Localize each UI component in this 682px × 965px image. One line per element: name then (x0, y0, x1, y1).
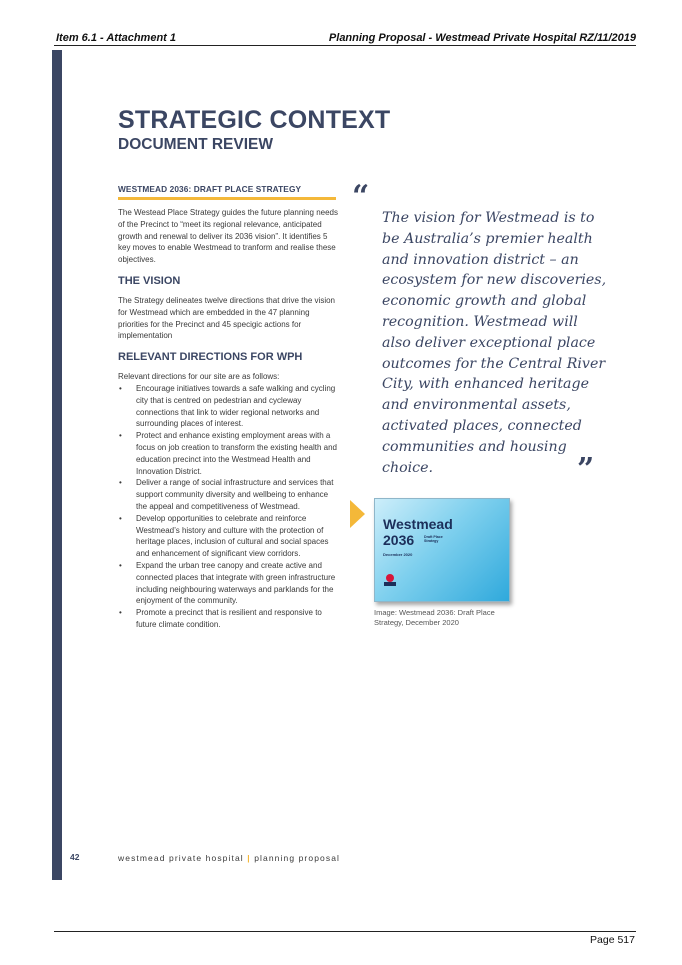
section-underline (118, 197, 336, 200)
left-column (118, 184, 340, 631)
nsw-logo-icon (383, 573, 397, 587)
vision-paragraph: The Strategy delineates twelve directions that drive the vision for Westmead which are embedded in the 47 planning priorities for the Precinct and 45 specigic actions for implementation (118, 295, 336, 341)
footer-divider (54, 931, 636, 932)
list-item: • Protect and enhance existing employment areas with a focus on job creation to transform the existing health and education precinct into the Westmead Health and Innovation District. (118, 430, 340, 477)
cover-title-line2: 2036 (383, 532, 415, 548)
footer-separator: | (247, 853, 251, 863)
section-title: WESTMEAD 2036: DRAFT PLACE STRATEGY (118, 184, 302, 194)
cover-date: December 2020 (383, 552, 413, 557)
cover-subtitle: Draft Place Strategy (424, 535, 443, 544)
list-item: • Promote a precinct that is resilient and responsive to future climate condition. (118, 607, 340, 631)
strategy-cover-image (374, 498, 510, 602)
vision-quote: The vision for Westmead is to be Australia’s premier health and innovation district – an ecosystem for new discoveries, economic growth and global recognition. Westmead will also deliver exceptional place outcomes for the Central River City, with enhanced heritage and environmental assets, activated places, connected communities and housing choice. (382, 210, 607, 476)
image-caption: Image: Westmead 2036: Draft Place Strategy, December 2020 (374, 608, 495, 627)
directions-intro: Relevant directions for our site are as follows: (118, 372, 280, 382)
vision-heading: THE VISION (118, 274, 181, 287)
footer-brand-right: planning proposal (254, 853, 341, 863)
page-label: Page 517 (590, 934, 635, 946)
sidebar-accent-bar (52, 50, 62, 880)
cover-title-line1: Westmead (383, 516, 453, 532)
list-item: • Expand the urban tree canopy and create active and connected places that integrate with green infrastructure including neighbouring waterways and parklands for the enjoyment of the community. (118, 560, 340, 607)
list-item: • Develop opportunities to celebrate and reinforce Westmead’s history and culture with the protection of heritage places, inclusion of cultural and social spaces and enhancement of significant view corridors. (118, 513, 340, 560)
page-number: 42 (70, 852, 80, 862)
directions-list (118, 383, 340, 631)
intro-paragraph: The Westead Place Strategy guides the future planning needs of the Precinct to “meet its regional relevance, anticipated growth and renewal to deliver its 2036 vision”. It identifies 5 key moves to enable Westmead to tranform and realise these objectives. (118, 208, 338, 265)
list-item: • Deliver a range of social infrastructure and services that support community diversity and wellbeing to enhance the appeal and competitiveness of Westmead. (118, 477, 340, 512)
open-quote-icon: “ (352, 179, 370, 214)
page-subtitle: DOCUMENT REVIEW (118, 136, 273, 153)
page-title: STRATEGIC CONTEXT (118, 106, 391, 134)
footer-brand (118, 853, 340, 863)
footer-brand-left: westmead private hospital (118, 853, 244, 863)
document-title: Planning Proposal - Westmead Private Hospital RZ/11/2019 (328, 32, 636, 44)
list-item: • Encourage initiatives towards a safe walking and cycling city that is centred on pedestrian and cycleway connections that link to wider regional networks and surrounding places of interest. (118, 383, 340, 430)
close-quote-icon: ” (577, 452, 595, 487)
header-divider (54, 45, 636, 46)
attachment-label: Item 6.1 - Attachment 1 (56, 32, 177, 44)
arrow-pointer-icon (350, 500, 365, 528)
directions-heading: RELEVANT DIRECTIONS FOR WPH (118, 351, 303, 364)
